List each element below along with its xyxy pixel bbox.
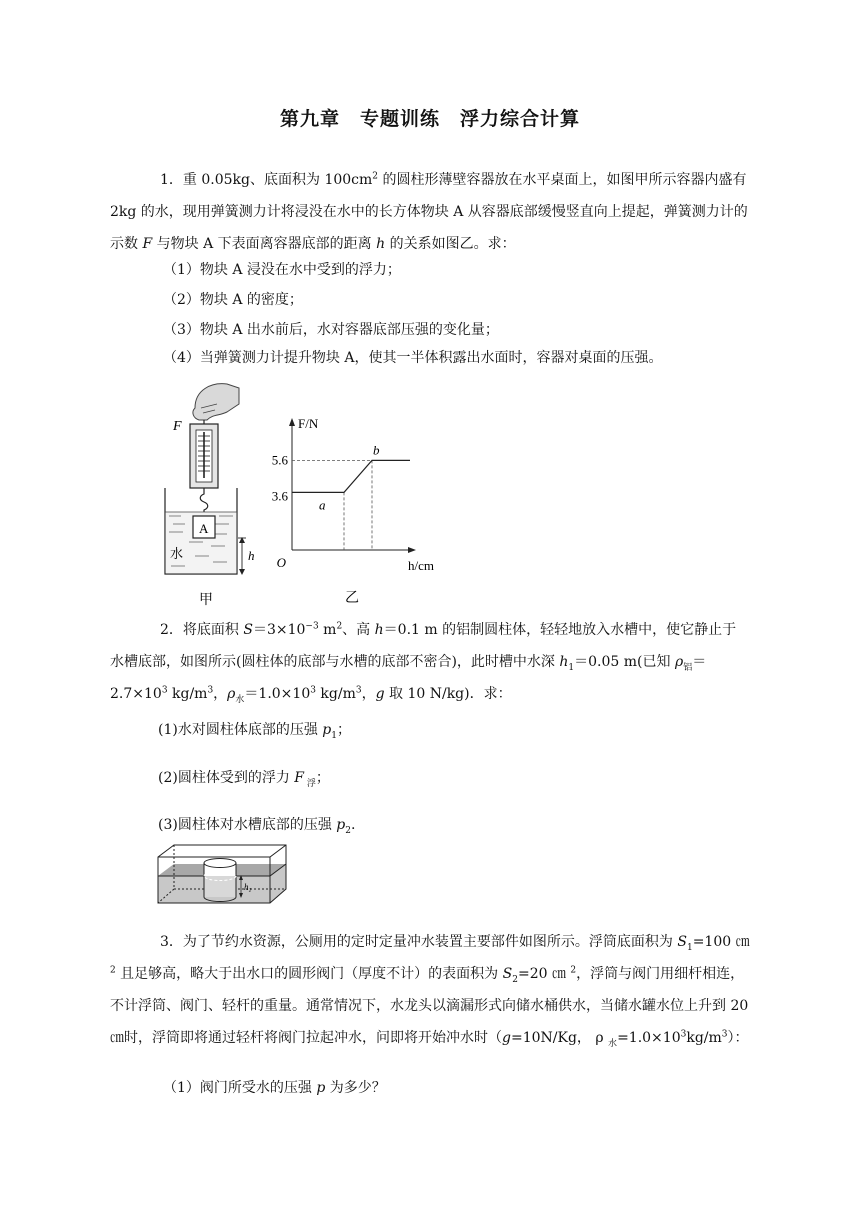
page-title: 第九章 专题训练 浮力综合计算 xyxy=(279,108,580,130)
text-run: p xyxy=(336,817,346,833)
text-run: p xyxy=(322,722,332,738)
text-run: 将底面积 xyxy=(182,622,244,638)
text-run: ， xyxy=(213,686,228,702)
text-run: ， xyxy=(361,686,376,702)
question-number: 2． xyxy=(160,622,183,638)
cylinder xyxy=(204,859,236,902)
text-run: 2 xyxy=(345,825,351,836)
text-run: ＝2.7×10 xyxy=(110,654,707,702)
text-run: =10N/Kg， ρ xyxy=(510,1030,609,1046)
text-run: 为多少？ xyxy=(325,1080,386,1096)
text-run: 为了节约水资源，公厕用的定时定量冲水装置主要部件如图所示。浮筒底面积为 xyxy=(182,934,678,950)
text-run: 3 xyxy=(355,685,362,696)
origin-label: O xyxy=(276,555,286,570)
question-1-text xyxy=(110,164,750,260)
hand-icon xyxy=(193,384,239,420)
text-run: h xyxy=(374,622,384,638)
text-run: ＝1.0×10 xyxy=(244,686,311,702)
point-label-b: b xyxy=(373,442,380,458)
y-tick-label: 3.6 xyxy=(271,488,288,504)
x-axis-label: h/cm xyxy=(408,558,434,573)
question-1-item-3: （3）物块 A 出水前后，水对容器底部压强的变化量； xyxy=(163,322,499,338)
text-run: (3)圆柱体对水槽底部的压强 xyxy=(158,817,337,833)
text-run: −3 xyxy=(305,621,319,632)
text-run: S xyxy=(677,934,687,950)
text-run: ρ xyxy=(227,686,236,702)
text-run: p xyxy=(316,1080,326,1096)
f-h-chart xyxy=(262,410,452,606)
text-run: ＝0.1 m 的铝制圆柱体，轻轻地放入水槽中，使它静止于水槽底部，如图所示(圆柱体的底部与水槽的底部不密合)，此时槽中水深 xyxy=(110,622,737,670)
text-run: 1 xyxy=(686,942,693,953)
text-run: (1)水对圆柱体底部的压强 xyxy=(158,722,323,738)
text-run: ＝0.05 m(已知 xyxy=(574,654,675,670)
text-run: 2 xyxy=(110,965,116,976)
text-run: 浮 xyxy=(304,778,316,789)
text-run: ； xyxy=(336,722,351,738)
text-run: 、高 xyxy=(342,622,375,638)
text-run: F xyxy=(294,770,304,786)
block-a-label: A xyxy=(199,521,209,536)
question-2-item-1 xyxy=(158,718,351,742)
caption-jia: 甲 xyxy=(199,593,213,606)
y-axis-arrow xyxy=(289,418,295,426)
text-run: 3 xyxy=(207,685,214,696)
text-run: 水 xyxy=(608,1038,618,1049)
text-run: 3 xyxy=(721,1029,728,1040)
text-run: 的圆柱形薄壁容器放在水平桌面上，如图甲所示容器内盛有 2kg 的水，现用弹簧测力计将浸没在水中的长方体物块 A 从容器底部缓慢竖直向上提起，弹簧测力计的示数 xyxy=(110,172,748,252)
text-run: 取 10 N/kg)．求： xyxy=(384,686,512,702)
text-run: =100 ㎝ xyxy=(692,934,750,950)
text-run: ； xyxy=(315,770,330,786)
text-run: 1 xyxy=(568,662,575,673)
text-run: 1 xyxy=(331,730,337,741)
question-number: 3． xyxy=(160,934,183,950)
question-1-item-1: （1）物块 A 浸没在水中受到的浮力； xyxy=(163,262,401,278)
text-run: . xyxy=(350,817,356,833)
text-run: 3 xyxy=(310,685,316,696)
figure-spring-scale-beaker xyxy=(155,378,265,606)
text-run: kg/m xyxy=(167,686,208,702)
question-1-item-2: （2）物块 A 的密度； xyxy=(163,292,303,308)
question-number: 1． xyxy=(160,172,183,188)
force-label: F xyxy=(173,419,182,434)
point-label-a: a xyxy=(319,497,326,513)
question-3-item-1 xyxy=(163,1076,386,1100)
text-run: m xyxy=(318,622,337,638)
text-run: 的关系如图乙。求： xyxy=(385,236,516,252)
text-run: （1）阀门所受水的压强 xyxy=(163,1080,317,1096)
x-axis-arrow xyxy=(408,547,416,553)
caption-yi: 乙 xyxy=(345,591,359,606)
h-label: h xyxy=(248,548,255,563)
text-run: S xyxy=(502,966,513,982)
y-tick-label: 5.6 xyxy=(271,452,288,468)
text-run: 重 0.05kg、底面积为 100cm xyxy=(182,172,373,188)
text-run: 且足够高，略大于出水口的圆形阀门（厚度不计）的表面积为 xyxy=(115,966,503,982)
series-line xyxy=(292,460,410,492)
text-run: h xyxy=(559,654,569,670)
text-run: 与物块 A 下表面离容器底部的距离 xyxy=(152,236,377,252)
text-run: ，浮筒与阀门用细杆相连，不计浮筒、阀门、轻杆的重量。通常情况下，水龙头以滴漏形式向储水桶供水，当储水罐水位上升到 20 ㎝时，浮筒即将通过轻杆将阀门拉起冲水，问即将开始冲水时（ xyxy=(110,966,749,1046)
text-run: g xyxy=(502,1030,511,1046)
question-2-item-3 xyxy=(158,813,355,837)
text-run: 水 xyxy=(235,694,245,705)
y-axis-label: F/N xyxy=(298,416,319,431)
text-run: 2 xyxy=(372,171,379,182)
text-run: F xyxy=(142,236,153,252)
question-2-item-2 xyxy=(158,766,330,790)
question-3-text xyxy=(110,926,750,1054)
figure-tank-cylinder xyxy=(155,842,290,908)
water-label: 水 xyxy=(170,546,184,561)
text-run: 2 xyxy=(570,965,577,976)
text-run: 2 xyxy=(336,621,343,632)
text-run: 2 xyxy=(512,974,518,985)
text-run: h xyxy=(376,236,386,252)
text-run: ）： xyxy=(727,1030,749,1046)
text-run: S xyxy=(243,622,253,638)
text-run: kg/m xyxy=(315,686,356,702)
question-1-item-4: （4）当弹簧测力计提升物块 A，使其一半体积露出水面时，容器对桌面的压强。 xyxy=(163,350,663,366)
text-run: ＝3×10 xyxy=(252,622,306,638)
text-run: g xyxy=(375,686,385,702)
text-run: ρ xyxy=(674,654,684,670)
text-run: =20 ㎝ xyxy=(517,966,571,982)
text-run: (2)圆柱体受到的浮力 xyxy=(158,770,295,786)
text-run: kg/m xyxy=(686,1030,722,1046)
h1-label: $h_1$ xyxy=(244,882,252,894)
text-run: 铝 xyxy=(683,662,693,673)
text-run: 3 xyxy=(680,1029,687,1040)
question-2-text xyxy=(110,614,750,710)
text-run: =1.0×10 xyxy=(617,1030,681,1046)
text-run: 3 xyxy=(161,685,168,696)
